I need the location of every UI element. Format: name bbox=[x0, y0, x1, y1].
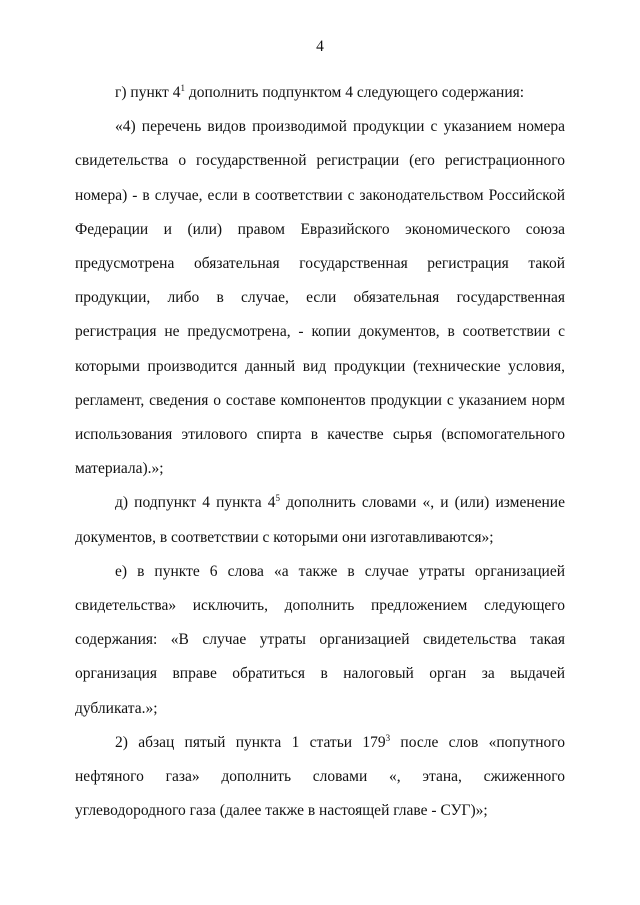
paragraph-d bbox=[75, 486, 565, 554]
paragraph-e: е) в пункте 6 слова «а также в случае утраты организацией свидетельства» исключить, дополнить предложением следующего содержания: «В случае утраты организацией свидетельства такая организация вправе обратиться в налоговый орган за выдачей дубликата.»; bbox=[75, 562, 565, 717]
paragraph-g-start: г) пункт 4 bbox=[115, 84, 181, 101]
paragraph-d-start: д) подпункт 4 пункта 4 bbox=[115, 494, 276, 512]
paragraph-2-superscript: 3 bbox=[385, 732, 391, 743]
paragraph-2 bbox=[75, 726, 565, 829]
paragraph-2-end: после слов «попутного нефтяного газа» дополнить словами «, этана, сжиженного углеводородного газа (далее также в настоящей главе - СУГ)»; bbox=[75, 733, 565, 820]
paragraph-d-end: дополнить словами «, и (или) изменение документов, в соответствии с которыми они изготавливаются»; bbox=[75, 494, 565, 546]
paragraph-g-end: дополнить подпунктом 4 следующего содержания: bbox=[184, 84, 525, 101]
paragraph-d-superscript: 5 bbox=[275, 493, 280, 504]
paragraph-g-superscript: 1 bbox=[180, 83, 185, 93]
document-body bbox=[75, 76, 565, 828]
page-number: 4 bbox=[316, 38, 324, 55]
paragraph-2-start: 2) абзац пятый пункта 1 статьи 179 bbox=[115, 733, 386, 751]
paragraph-subitem-4: «4) перечень видов производимой продукции с указанием номера свидетельства о государственной регистрации (его регистрационного номера) - в случае, если в соответствии с законодательством Российской Федерации и (или) правом Евразийского экономического союза предусмотрена обязательная государственная регистрация такой продукции, либо в случае, если обязательная государственная регистрация не предусмотрена, - копии документов, в соответствии с которыми производится данный вид продукции (технические условия, регламент, сведения о составе компонентов продукции с указанием норм использования этилового спирта в качестве сырья (вспомогательного материала).»; bbox=[75, 118, 565, 478]
paragraph-g bbox=[75, 76, 565, 110]
